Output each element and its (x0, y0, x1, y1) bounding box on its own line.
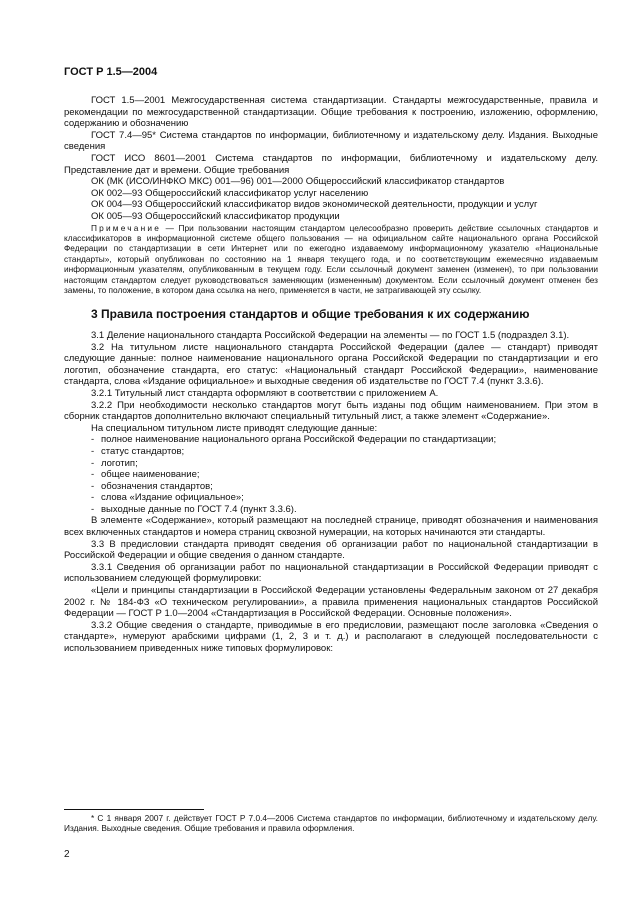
reference-item: ОК 002—93 Общероссийский классификатор услуг населению (91, 187, 369, 199)
clause-3-3-1: 3.3.1 Сведения об организации работ по национальной стандартизации в Российской Федерации приводят с использованием следующей формулировки: (64, 561, 598, 585)
running-header: ГОСТ Р 1.5—2004 (64, 66, 158, 78)
list-item: - общее наименование; (64, 469, 598, 481)
footnote (64, 813, 598, 834)
list-item: - слова «Издание официальное»; (64, 492, 598, 504)
footnote-divider (64, 809, 204, 810)
clause-3-2: 3.2 На титульном листе национального стандарта Российской Федерации (далее — стандарт) приводят следующие данные: полное наименование национального органа Российской Федерации по стандартизации и его логотип, обозначение стандарта, его статус: «Национальный стандарт Российской Федерации», наименование стандарта, слова «Издание официальное» и выходные сведения об издательстве по ГОСТ 7.4 (пункт 3.3.6). (64, 341, 598, 388)
clause-3-3-2: 3.3.2 Общие сведения о стандарте, приводимые в его предисловии, размещают после заголовка «Сведения о стандарте», нумеруют арабскими цифрами (1, 2, 3 и т. д.) и располагают в следующей последовательности с использованием приведенных ниже типовых формулировок: (64, 619, 598, 654)
list-item: - статус стандартов; (64, 446, 598, 458)
footnote-text: * С 1 января 2007 г. действует ГОСТ Р 7.0.4—2006 Система стандартов по информации, библиотечному и издательскому делу. Издания. Выходные сведения. Общие требования и правила оформления. (64, 813, 598, 834)
note-label: Примечание (91, 222, 162, 233)
clause-3-3: 3.3 В предисловии стандарта приводят сведения об организации работ по национальной стандартизации в Российской Федерации и общие сведения о данном стандарте. (64, 538, 598, 562)
clause-3-2-2: 3.2.2 При необходимости несколько стандартов могут быть изданы под общим наименованием. При этом в сборник стандартов дополнительно включают специальный титульный лист, а также элемент «Содержание». (64, 399, 598, 423)
reference-item: ГОСТ 7.4—95* Система стандартов по информации, библиотечному и издательскому делу. Издания. Выходные сведения (64, 129, 598, 153)
page-body (64, 95, 598, 655)
reference-item: ОК 005—93 Общероссийский классификатор продукции (91, 210, 340, 222)
list-item: - обозначения стандартов; (64, 481, 598, 493)
list-item: - логотип; (64, 458, 598, 470)
list-item: - полное наименование национального органа Российской Федерации по стандартизации; (64, 434, 598, 446)
quote-paragraph: «Цели и принципы стандартизации в Российской Федерации установлены Федеральным законом от 27 декабря 2002 г. № 184-ФЗ «О техническом регулировании», а правила применения национальных стандартов Российской Федерации — ГОСТ Р 1.0—2004 «Стандартизация в Российской Федерации. Основные положения». (64, 585, 598, 620)
note-text: — При пользовании настоящим стандартом целесообразно проверить действие ссылочных стандартов и классификаторов в информационной системе общего пользования — на официальном сайте национального органа Российской Федерации по стандартизации в сети Интернет или по ежегодно издаваемому информационному указателю «Национальные стандарты», который опубликован по состоянию на 1 января текущего года, и по соответствующим ежемесячно издаваемым информационным указателям, опубликованным в текущем году. Если ссылочный документ заменен (изменен), то при пользовании настоящим стандартом следует руководствоваться заменяющим (измененным) документом. Если ссылочный документ отменен без замены, то положение, в котором дана ссылка на него, применяется в части, не затрагивающей эту ссылку. (64, 222, 598, 295)
list-item: - выходные данные по ГОСТ 7.4 (пункт 3.3.6). (64, 504, 598, 516)
page-number: 2 (64, 849, 70, 860)
special-title-list (64, 434, 598, 515)
clause-3-2-1: 3.2.1 Титульный лист стандарта оформляют в соответствии с приложением А. (91, 387, 439, 399)
normative-references-list (64, 95, 598, 223)
reference-item: ГОСТ 1.5—2001 Межгосударственная система стандартизации. Стандарты межгосударственные, правила и рекомендации по межгосударственной стандартизации. Общие требования к построению, изложению, оформлению, содержанию и обозначению (64, 95, 598, 130)
note-paragraph (64, 223, 598, 296)
reference-item: ОК 004—93 Общероссийский классификатор видов экономической деятельности, продукции и услуг (91, 199, 538, 211)
clause-3-1: 3.1 Деление национального стандарта Российской Федерации на элементы — по ГОСТ 1.5 (подраздел 3.1). (91, 329, 570, 341)
reference-item: ГОСТ ИСО 8601—2001 Система стандартов по информации, библиотечному и издательскому делу. Представление дат и времени. Общие требования (64, 152, 598, 176)
section-heading: 3 Правила построения стандартов и общие требования к их содержанию (91, 307, 530, 322)
contents-paragraph: В элементе «Содержание», который размещают на последней странице, приводят обозначения и наименования всех включенных стандартов и номера страниц сквозной нумерации, на которых начинаются эти стандарты. (64, 515, 598, 539)
special-title-intro: На специальном титульном листе приводят следующие данные: (91, 422, 378, 434)
reference-item: ОК (МК (ИСО/ИНФКО МКС) 001—96) 001—2000 Общероссийский классификатор стандартов (91, 176, 505, 188)
